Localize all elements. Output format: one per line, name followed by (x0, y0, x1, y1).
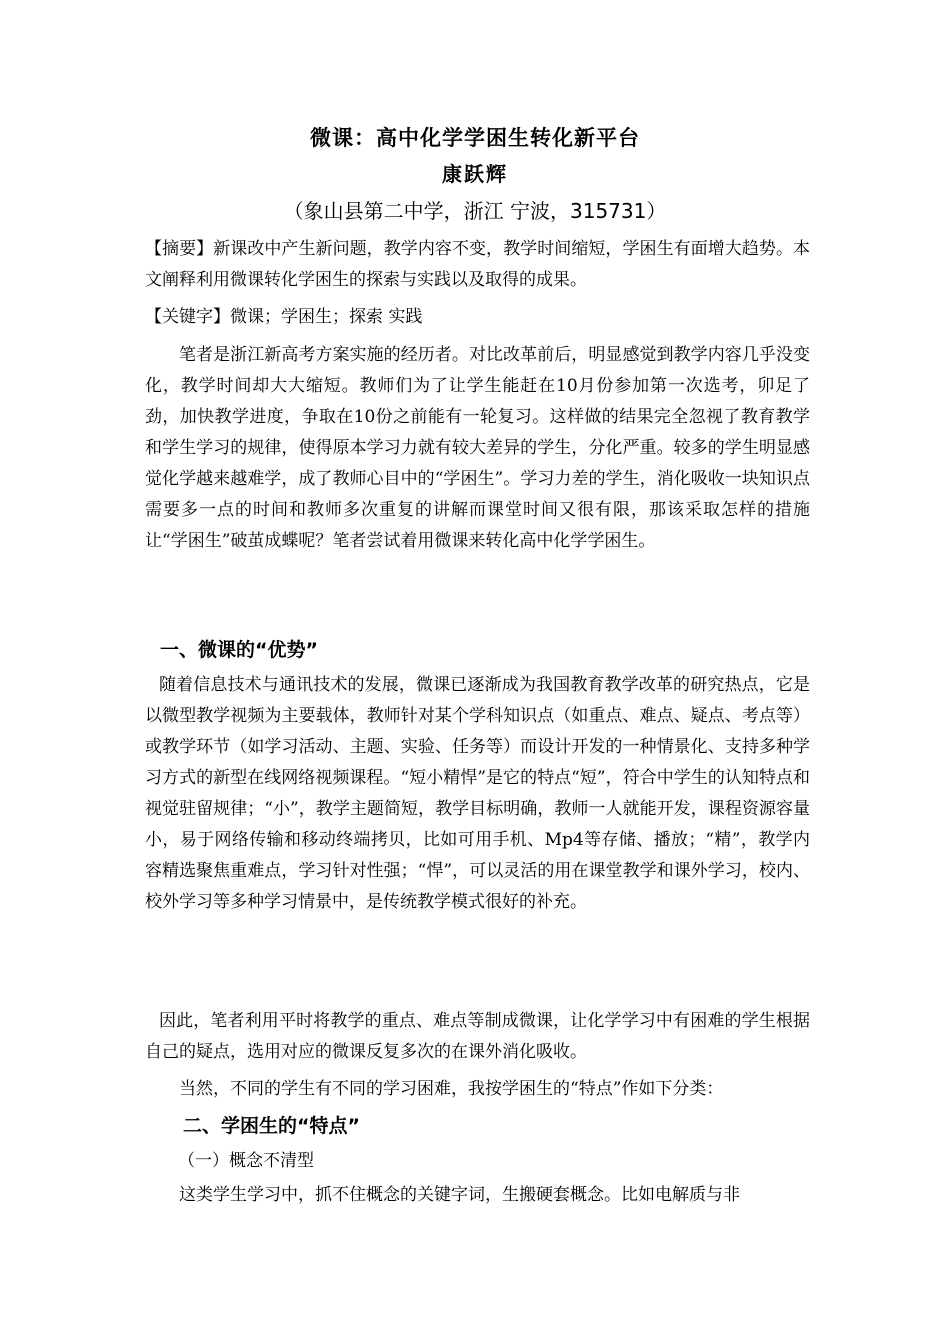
abstract-paragraph: 【摘要】新课改中产生新问题，教学内容不变，教学时间缩短，学困生有面增大趋势。本文阐释利用微课转化学困生的探索与实践以及取得的成果。 (145, 239, 810, 290)
section-1-paragraph-2: 因此，笔者利用平时将教学的重点、难点等制成微课，让化学学习中有困难的学生根据自己的疑点，选用对应的微课反复多次的在课外消化吸收。 (145, 1011, 810, 1062)
section-1-paragraph-1: 随着信息技术与通讯技术的发展，微课已逐渐成为我国教育教学改革的研究热点，它是以微型教学视频为主要载体，教师针对某个学科知识点（如重点、难点、疑点、考点等）或教学环节（如学习活动、主题、实验、任务等）而设计开发的一种情景化、支持多种学习方式的新型在线网络视频课程。“短小精悍”是它的特点“短”，符合中学生的认知特点和视觉驻留规律；“小”，教学主题简短，教学目标明确，教师一人就能开发，课程资源容量小，易于网络传输和移动终端拷贝，比如可用手机、Mp4等存储、播放；“精”，教学内容精选聚焦重难点，学习针对性强；“悍”，可以灵活的用在课堂教学和课外学习，校内、校外学习等多种学习情景中，是传统教学模式很好的补充。 (145, 675, 810, 912)
subsection-heading: （一）概念不清型 (178, 1151, 314, 1171)
intro-paragraph: 笔者是浙江新高考方案实施的经历者。对比改革前后，明显感觉到教学内容几乎没变化，教学时间却大大缩短。教师们为了让学生能赶在10月份参加第一次选考，卯足了劲，加快教学进度，争取在10份之前能有一轮复习。这样做的结果完全忽视了教育教学和学生学习的规律，使得原本学习力就有较大差异的学生，分化严重。较多的学生明显感觉化学越来越难学，成了教师心目中的“学困生”。学习力差的学生，消化吸收一块知识点需要多一点的时间和教师多次重复的讲解而课堂时间又很有限，那该采取怎样的措施让“学困生”破茧成蝶呢？笔者尝试着用微课来转化高中化学学困生。 (145, 345, 810, 551)
author-name: 康跃辉 (442, 162, 508, 186)
section-2-heading: 二、学困生的“特点” (183, 1115, 360, 1137)
section-1-paragraph-3: 当然，不同的学生有不同的学习困难，我按学困生的“特点”作如下分类： (179, 1079, 724, 1099)
document-title: 微课：高中化学学困生转化新平台 (310, 126, 640, 150)
author-affiliation: （象山县第二中学，浙江 宁波，315731） (283, 199, 667, 223)
section-1-heading: 一、微课的“优势” (160, 639, 318, 661)
section-2-paragraph-1: 这类学生学习中，抓不住概念的关键字词，生搬硬套概念。比如电解质与非 (179, 1185, 740, 1205)
keywords-line: 【关键字】微课；学困生；探索 实践 (145, 307, 423, 327)
